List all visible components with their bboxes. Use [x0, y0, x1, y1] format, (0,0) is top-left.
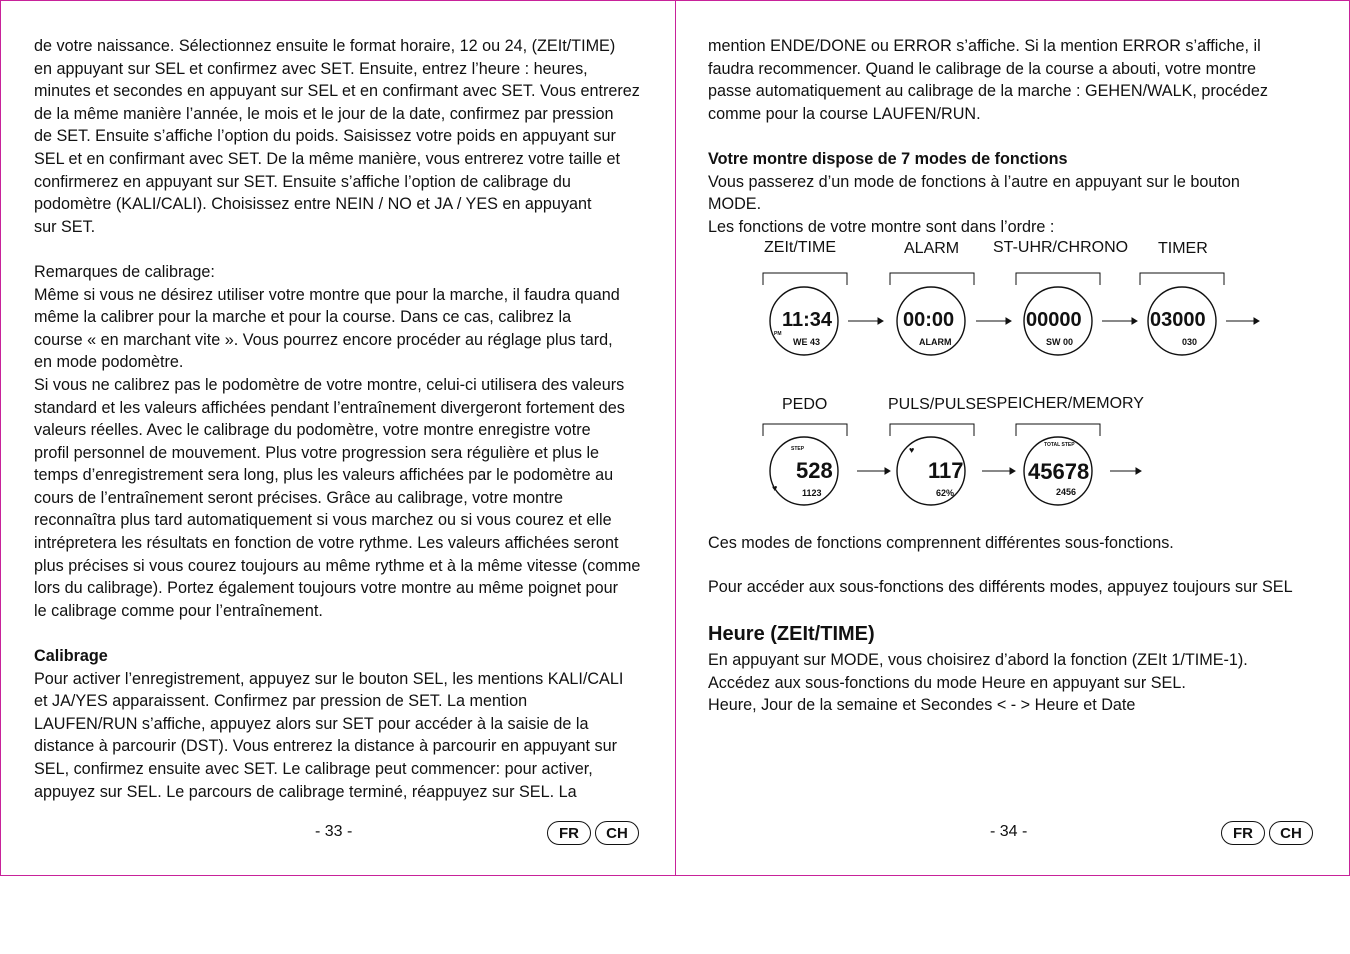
display-sub: 030 — [1182, 337, 1198, 347]
text-line: SEL, confirmez ensuite avec SET. Le calibrage peut commencer: pour activer, — [34, 760, 593, 778]
text-line: cours de l’entraînement seront précises. Grâce au calibrage, votre montre — [34, 488, 564, 507]
mode-label-time: ZEIt/TIME — [764, 239, 836, 256]
text-line: même la calibrer pour la marche et pour la course. Dans ce cas, calibrez la — [34, 308, 572, 327]
bracket — [763, 424, 847, 436]
text-line: podomètre (KALI/CALI). Choisissez entre NEIN / NO et JA / YES en appuyant — [34, 195, 592, 214]
text-line: de la même manière l’année, le mois et le jour de la date, confirmez par pression — [34, 104, 614, 123]
text-line: distance à parcourir (DST). Vous entrerez la distance à parcourir en appuyant sur — [34, 737, 618, 756]
display-main: 00:00 — [903, 309, 955, 331]
text-line: profil personnel de mouvement. Plus votre progression sera régulière et plus le — [34, 443, 600, 462]
display-main: 117 — [928, 458, 964, 483]
bracket — [890, 273, 974, 285]
text-line: Si vous ne calibrez pas le podomètre de votre montre, celui-ci utilisera des valeurs — [34, 375, 625, 394]
text-line: comme pour la course LAUFEN/RUN. — [708, 104, 981, 123]
heart-icon: ♥ — [772, 483, 778, 493]
text-line: faudra recommencer. Quand le calibrage de la course a abouti, votre montre — [708, 59, 1256, 78]
display-main: 03000 — [1150, 309, 1206, 331]
bracket — [890, 424, 974, 436]
text-line: Même si vous ne désirez utiliser votre montre que pour la marche, il faudra quand — [34, 285, 620, 304]
text-line: et JA/YES apparaissent. Confirmez par pression de SET. La mention — [34, 692, 528, 711]
heure-text-block — [708, 649, 1248, 717]
text-line: passe automatiquement au calibrage de la marche : GEHEN/WALK, procédez — [708, 82, 1268, 101]
bracket — [763, 273, 847, 285]
display-main: 45678 — [1028, 459, 1090, 484]
display-sub: SW 00 — [1046, 337, 1074, 347]
text-line: SEL et en confirmant avec SET. De la même manière, vous entrerez votre taille et — [34, 149, 621, 168]
mode-label-memory: SPEICHER/MEMORY — [986, 395, 1144, 412]
text-line: en mode podomètre. — [34, 353, 184, 372]
modes-heading: Votre montre dispose de 7 modes de fonctions — [708, 149, 1068, 168]
text-line: le calibrage comme pour l’entraînement. — [34, 601, 323, 620]
display-tag: TOTAL STEP — [1044, 442, 1075, 448]
ch-badge: CH — [1269, 821, 1313, 845]
bracket — [1140, 273, 1224, 285]
display-sub: WE 43 — [793, 337, 821, 347]
access-line: Pour accéder aux sous-fonctions des différents modes, appuyez toujours sur SEL — [708, 578, 1293, 596]
display-tag: PM — [774, 331, 782, 337]
calibrage-heading: Calibrage — [34, 647, 108, 666]
heure-heading: Heure (ZEIt/TIME) — [708, 623, 875, 645]
text-line: minutes et secondes en appuyant sur SEL et en confirmant avec SET. Vous entrerez — [34, 82, 640, 101]
text-line: intrépretera les résultats en fonction de votre rythme. Les valeurs affichées seront — [34, 534, 619, 553]
country-badges — [1221, 821, 1313, 845]
text-line: course « en marchant vite ». Vous pourrez encore procéder au réglage plus tard, — [34, 330, 613, 349]
text-line: En appuyant sur MODE, vous choisirez d’abord la fonction (ZEIt 1/TIME-1). — [708, 651, 1248, 669]
text-line: de votre naissance. Sélectionnez ensuite le format horaire, 12 ou 24, (ZEIt/TIME) — [34, 37, 616, 55]
right-page — [675, 0, 1350, 876]
display-sub: 62% — [936, 488, 955, 498]
text-line: lors du calibrage). Portez également toujours votre montre au même poignet pour — [34, 579, 618, 598]
remarks-heading: Remarques de calibrage: — [34, 262, 215, 281]
text-line: reconnaîtra plus tard automatiquement si vous marchez ou si vous courez et elle — [34, 511, 612, 530]
display-tag: STEP — [791, 446, 805, 452]
bracket — [1016, 273, 1100, 285]
country-badges — [547, 821, 639, 845]
display-main: 00000 — [1026, 309, 1082, 331]
heart-icon: ♥ — [909, 445, 915, 455]
sub-functions-line: Ces modes de fonctions comprennent différentes sous-fonctions. — [708, 534, 1174, 552]
display-sub: ALARM — [919, 337, 952, 347]
display-main: 11:34 — [782, 309, 833, 331]
text-line: Les fonctions de votre montre sont dans l’ordre : — [708, 217, 1055, 236]
page-number: - 33 - — [315, 823, 353, 840]
text-line: standard et les valeurs affichées pendant l’entraînement divergeront fortement des — [34, 398, 625, 417]
mode-label-alarm: ALARM — [904, 240, 960, 257]
text-line: en appuyant sur SEL et confirmez avec SET. Ensuite, entrez l’heure : heures, — [34, 59, 588, 78]
mode-label-timer: TIMER — [1158, 240, 1208, 257]
text-line: appuyez sur SEL. Le parcours de calibrage terminé, réappuyez sur SEL. La — [34, 782, 577, 801]
fr-badge: FR — [547, 821, 591, 845]
left-page — [0, 0, 676, 876]
text-line: temps d’enregistrement sera long, plus les valeurs affichées par le podomètre au — [34, 466, 614, 485]
mode-label-pedo: PEDO — [782, 396, 828, 413]
text-line: de SET. Ensuite s’affiche l’option du poids. Saisissez votre poids en appuyant sur — [34, 127, 616, 146]
left-text-block — [34, 35, 640, 803]
text-line: Vous passerez d’un mode de fonctions à l’autre en appuyant sur le bouton — [708, 172, 1240, 191]
text-line: mention ENDE/DONE ou ERROR s’affiche. Si la mention ERROR s’affiche, il — [708, 37, 1261, 55]
page-number: - 34 - — [990, 823, 1028, 840]
text-line: plus précises si vous courez toujours au même rythme et à la même vitesse (comme — [34, 556, 641, 575]
text-line: confirmerez en appuyant sur SET. Ensuite s’affiche l’option de calibrage du — [34, 172, 571, 191]
fr-badge: FR — [1221, 821, 1265, 845]
text-line: Accédez aux sous-fonctions du mode Heure en appuyant sur SEL. — [708, 673, 1186, 692]
mode-label-pulse: PULS/PULSE — [888, 396, 987, 413]
text-line: Pour activer l’enregistrement, appuyez sur le bouton SEL, les mentions KALI/CALI — [34, 669, 624, 688]
text-line: MODE. — [708, 195, 762, 214]
display-main: 528 — [796, 458, 833, 483]
ch-badge: CH — [595, 821, 639, 845]
heure-subheading: Heure, Jour de la semaine et Secondes < - > Heure et Date — [708, 696, 1136, 715]
text-line: sur SET. — [34, 217, 96, 236]
text-line: valeurs réelles. Avec le calibrage du podomètre, votre montre enregistre votre — [34, 421, 591, 440]
bracket — [1016, 424, 1100, 436]
text-line: LAUFEN/RUN s’affiche, appuyez alors sur SET pour accéder à la saisie de la — [34, 714, 589, 733]
display-sub: 2456 — [1056, 487, 1077, 497]
mode-label-chrono: ST-UHR/CHRONO — [993, 239, 1129, 256]
modes-diagram — [676, 1, 1349, 521]
display-sub: 1123 — [802, 488, 822, 498]
